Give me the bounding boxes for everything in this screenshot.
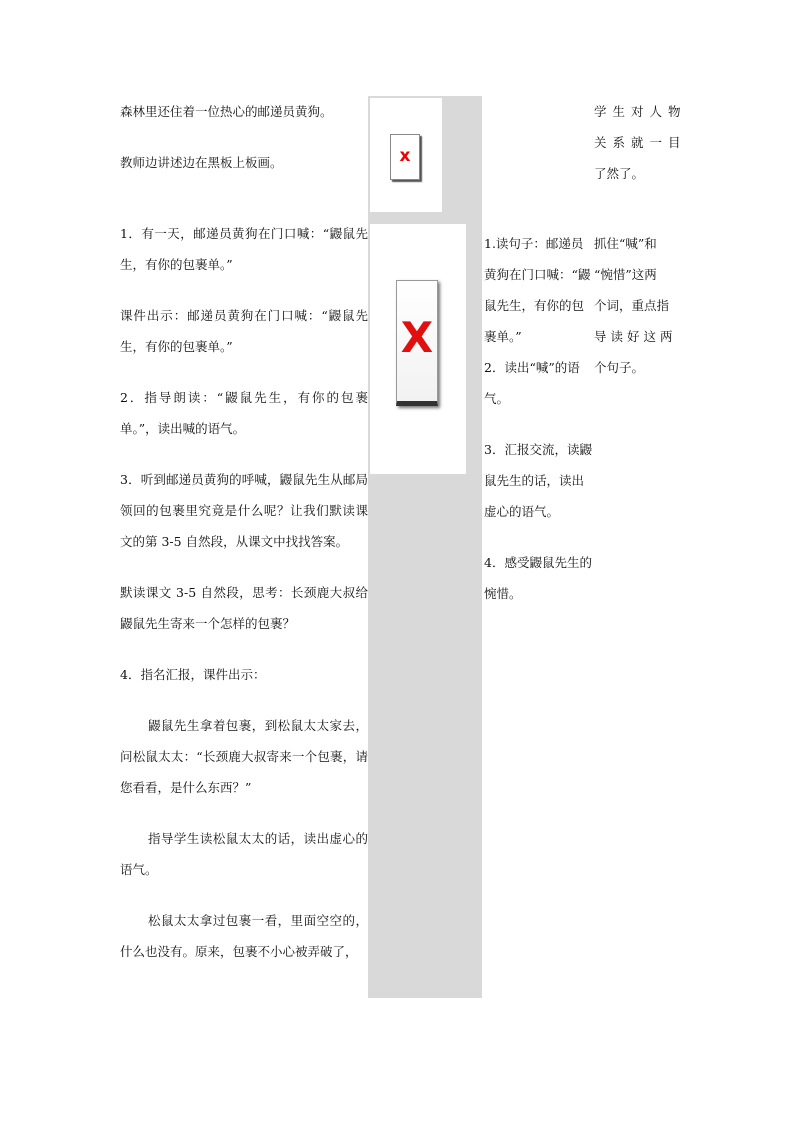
paragraph: 2．读出“喊”的语气。: [484, 360, 580, 406]
text-line: 导读好这两: [594, 329, 677, 344]
broken-image-1: [370, 98, 442, 212]
paragraph: 2．指导朗读：“鼹鼠先生，有你的包裹单。”，读出喊的语气。: [120, 390, 368, 436]
text-line: 抓住“喊”和: [594, 236, 657, 251]
design-note-column: [594, 228, 677, 383]
paragraph: 3．听到邮递员黄狗的呼喊，鼹鼠先生从邮局领回的包裹里究竟是什么呢？让我们默读课文的第 3-5 自然段，从课文中找找答案。: [120, 472, 368, 549]
text-line: 关系就一目: [594, 135, 687, 150]
broken-image-icon: X: [396, 280, 438, 406]
paragraph: 指导学生读松鼠太太的话，读出虚心的语气。: [120, 831, 368, 877]
paragraph: 1．有一天，邮递员黄狗在门口喊：“鼹鼠先生，有你的包裹单。”: [120, 226, 368, 272]
paragraph: 3．汇报交流，读鼹鼠先生的话，读出虚心的语气。: [484, 442, 592, 519]
paragraph: 课件出示：邮递员黄狗在门口喊：“鼹鼠先生，有你的包裹单。”: [120, 308, 368, 354]
broken-image-2: [370, 224, 466, 474]
paragraph: 默读课文 3-5 自然段，思考：长颈鹿大叔给鼹鼠先生寄来一个怎样的包裹？: [120, 585, 368, 631]
teaching-process-column: [120, 96, 368, 967]
design-note-top: [594, 96, 687, 189]
paragraph: 森林里还住着一位热心的邮递员黄狗。: [120, 104, 333, 119]
paragraph: 鼹鼠先生拿着包裹，到松鼠太太家去，问松鼠太太：“长颈鹿大叔寄来一个包裹，请您看看，是什么东西？”: [120, 718, 368, 795]
text-line: 学生对人物: [594, 104, 687, 119]
broken-image-icon: x: [390, 134, 420, 180]
paragraph: 松鼠太太拿过包裹一看，里面空空的，什么也没有。原来，包裹不小心被弄破了，: [120, 913, 368, 959]
text-line: 了然了。: [594, 166, 645, 181]
text-line: 个词，重点指: [594, 298, 670, 313]
text-line: “惋惜”这两: [594, 267, 657, 282]
text-line: 个句子。: [594, 360, 645, 375]
paragraph: 教师边讲述边在黑板上板画。: [120, 155, 283, 170]
paragraph: 1.读句子：邮递员黄狗在门口喊：“鼹鼠先生，有你的包裹单。”: [484, 236, 591, 344]
student-activity-column: [484, 228, 594, 609]
paragraph: 4．指名汇报，课件出示：: [120, 667, 266, 682]
paragraph: 4．感受鼹鼠先生的惋惜。: [484, 555, 592, 601]
